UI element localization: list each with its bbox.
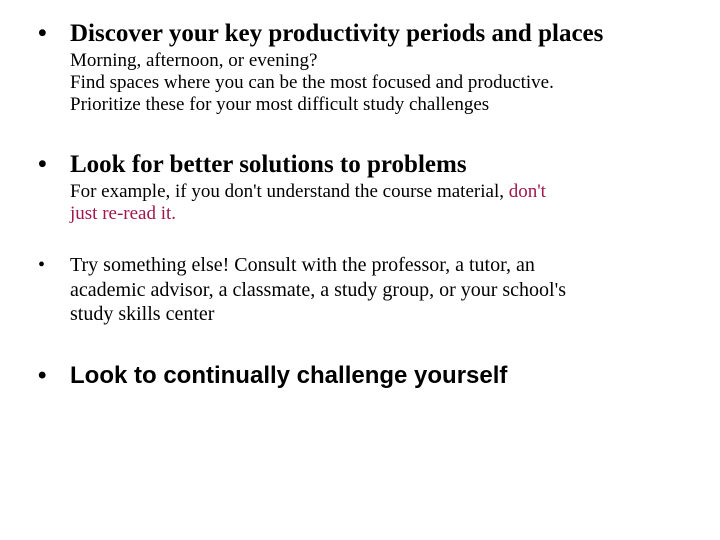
example-text: For example, if you don't understand the course material, — [70, 181, 509, 202]
bullet-marker: • — [38, 254, 46, 276]
bullet-item-try-else — [0, 254, 720, 278]
sub-line: academic advisor, a classmate, a study group, or your school's — [70, 279, 566, 301]
bullet-heading: Discover your key productivity periods and places — [70, 20, 604, 47]
sub-line: Morning, afternoon, or evening? — [70, 50, 318, 71]
emphasis-line: just re-read it. — [70, 203, 177, 224]
sub-line: Prioritize these for your most difficult study challenges — [70, 94, 490, 115]
bullet-heading: Look to continually challenge yourself — [70, 362, 508, 389]
bullet-marker: • — [38, 20, 47, 47]
sub-line: Find spaces where you can be the most focused and productive. — [70, 72, 554, 93]
bullet-heading: Look for better solutions to problems — [70, 151, 467, 178]
sub-line — [70, 181, 546, 203]
bullet-item-solutions — [0, 151, 720, 181]
bullet-marker: • — [38, 151, 47, 178]
sub-line: study skills center — [70, 303, 215, 325]
emphasis-text: don't — [508, 181, 546, 202]
bullet-text: Try something else! Consult with the professor, a tutor, an — [70, 254, 535, 276]
bullet-item-challenge — [0, 362, 720, 392]
bullet-marker: • — [38, 362, 47, 389]
bullet-item-productivity — [0, 20, 720, 50]
